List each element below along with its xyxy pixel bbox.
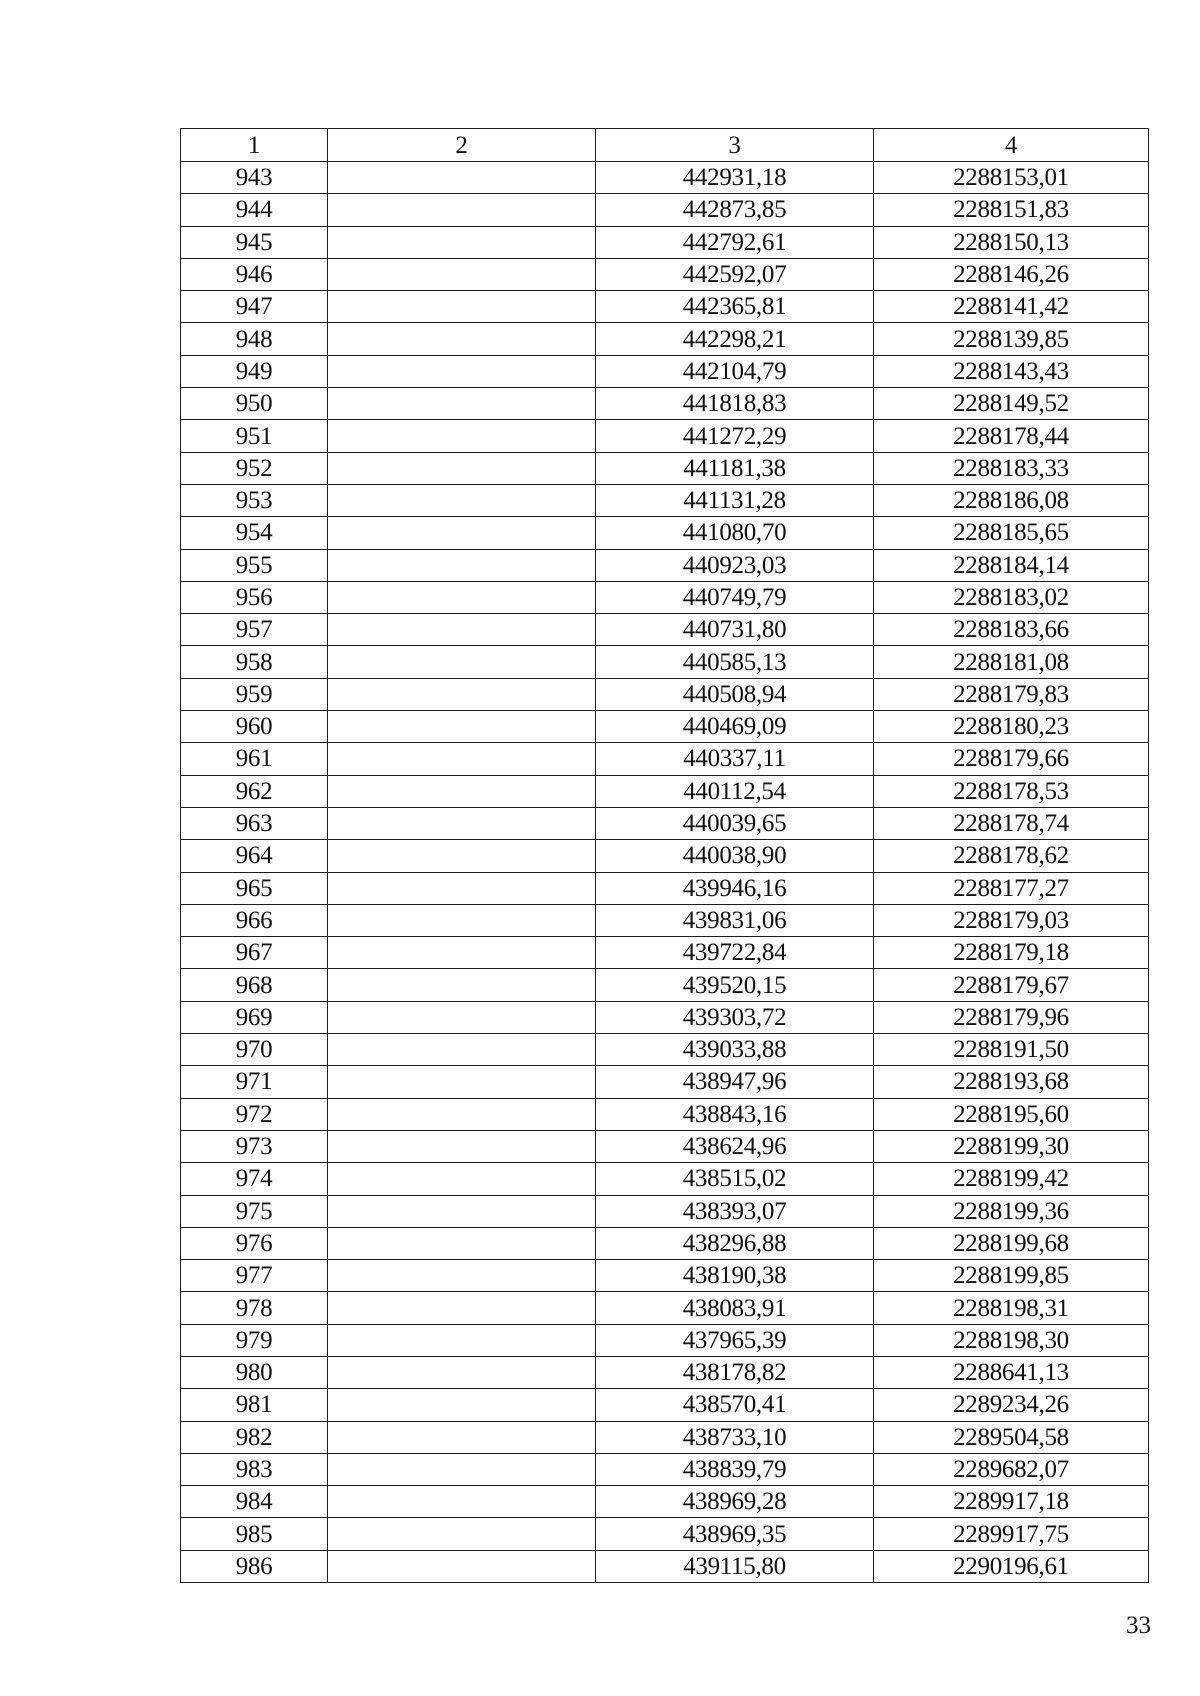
row-number-cell: 943 <box>181 162 328 194</box>
table-row <box>181 1195 1149 1227</box>
coordinate-x-cell: 439946,16 <box>596 872 874 904</box>
row-name-cell <box>328 1518 596 1550</box>
coordinate-y-cell: 2288199,30 <box>874 1130 1149 1162</box>
row-name-cell <box>328 969 596 1001</box>
coordinate-x-cell: 439303,72 <box>596 1001 874 1033</box>
coordinate-y-cell: 2288179,96 <box>874 1001 1149 1033</box>
row-name-cell <box>328 904 596 936</box>
row-number-cell: 967 <box>181 937 328 969</box>
coordinate-y-cell: 2288199,85 <box>874 1260 1149 1292</box>
coordinate-y-cell: 2288183,33 <box>874 452 1149 484</box>
table-row <box>181 1130 1149 1162</box>
row-name-cell <box>328 711 596 743</box>
coordinate-x-cell: 438190,38 <box>596 1260 874 1292</box>
row-name-cell <box>328 1486 596 1518</box>
coordinate-y-cell: 2289682,07 <box>874 1453 1149 1485</box>
table-row <box>181 1163 1149 1195</box>
coordinates-table <box>180 128 1149 1583</box>
row-number-cell: 976 <box>181 1227 328 1259</box>
row-number-cell: 952 <box>181 452 328 484</box>
row-number-cell: 973 <box>181 1130 328 1162</box>
coordinate-y-cell: 2288178,62 <box>874 840 1149 872</box>
table-row <box>181 420 1149 452</box>
header-row <box>181 129 1149 162</box>
row-number-cell: 978 <box>181 1292 328 1324</box>
coordinate-x-cell: 441080,70 <box>596 517 874 549</box>
table-body <box>181 162 1149 1583</box>
coordinate-y-cell: 2288139,85 <box>874 323 1149 355</box>
table-row <box>181 452 1149 484</box>
coordinate-y-cell: 2288177,27 <box>874 872 1149 904</box>
coordinate-y-cell: 2288143,43 <box>874 355 1149 387</box>
coordinate-y-cell: 2288199,42 <box>874 1163 1149 1195</box>
coordinate-y-cell: 2288181,08 <box>874 646 1149 678</box>
table-row <box>181 678 1149 710</box>
table-row <box>181 1098 1149 1130</box>
table-row <box>181 1356 1149 1388</box>
row-name-cell <box>328 614 596 646</box>
coordinate-y-cell: 2288198,30 <box>874 1324 1149 1356</box>
coordinate-x-cell: 441818,83 <box>596 388 874 420</box>
row-name-cell <box>328 1421 596 1453</box>
header-cell-col1: 1 <box>181 129 328 162</box>
row-name-cell <box>328 1130 596 1162</box>
row-number-cell: 986 <box>181 1550 328 1582</box>
table-row <box>181 807 1149 839</box>
coordinate-y-cell: 2288195,60 <box>874 1098 1149 1130</box>
row-name-cell <box>328 1356 596 1388</box>
coordinate-x-cell: 439722,84 <box>596 937 874 969</box>
row-number-cell: 972 <box>181 1098 328 1130</box>
coordinate-y-cell: 2288150,13 <box>874 226 1149 258</box>
row-number-cell: 953 <box>181 484 328 516</box>
coordinate-x-cell: 441181,38 <box>596 452 874 484</box>
table-row <box>181 1550 1149 1582</box>
coordinate-x-cell: 442592,07 <box>596 258 874 290</box>
row-number-cell: 971 <box>181 1066 328 1098</box>
row-name-cell <box>328 807 596 839</box>
coordinate-y-cell: 2288641,13 <box>874 1356 1149 1388</box>
coordinate-x-cell: 442365,81 <box>596 291 874 323</box>
row-name-cell <box>328 840 596 872</box>
coordinate-x-cell: 442298,21 <box>596 323 874 355</box>
row-name-cell <box>328 775 596 807</box>
row-name-cell <box>328 1227 596 1259</box>
coordinate-y-cell: 2288149,52 <box>874 388 1149 420</box>
coordinate-x-cell: 439520,15 <box>596 969 874 1001</box>
coordinate-x-cell: 438969,28 <box>596 1486 874 1518</box>
row-name-cell <box>328 1195 596 1227</box>
coordinate-y-cell: 2288180,23 <box>874 711 1149 743</box>
table-row <box>181 1227 1149 1259</box>
row-name-cell <box>328 646 596 678</box>
row-number-cell: 984 <box>181 1486 328 1518</box>
table-row <box>181 226 1149 258</box>
coordinate-x-cell: 440039,65 <box>596 807 874 839</box>
table-row <box>181 323 1149 355</box>
row-number-cell: 977 <box>181 1260 328 1292</box>
row-number-cell: 960 <box>181 711 328 743</box>
coordinate-y-cell: 2288141,42 <box>874 291 1149 323</box>
table-row <box>181 1518 1149 1550</box>
coordinate-x-cell: 438515,02 <box>596 1163 874 1195</box>
coordinate-y-cell: 2288183,02 <box>874 581 1149 613</box>
row-name-cell <box>328 1034 596 1066</box>
coordinate-x-cell: 438624,96 <box>596 1130 874 1162</box>
row-name-cell <box>328 1550 596 1582</box>
row-number-cell: 945 <box>181 226 328 258</box>
coordinate-x-cell: 439115,80 <box>596 1550 874 1582</box>
coordinate-y-cell: 2288179,66 <box>874 743 1149 775</box>
header-cell-col4: 4 <box>874 129 1149 162</box>
row-number-cell: 951 <box>181 420 328 452</box>
coordinate-y-cell: 2288193,68 <box>874 1066 1149 1098</box>
row-number-cell: 962 <box>181 775 328 807</box>
table-row <box>181 549 1149 581</box>
coordinate-x-cell: 440469,09 <box>596 711 874 743</box>
coordinate-y-cell: 2288185,65 <box>874 517 1149 549</box>
header-cell-col3: 3 <box>596 129 874 162</box>
coordinate-y-cell: 2288178,74 <box>874 807 1149 839</box>
row-name-cell <box>328 1292 596 1324</box>
coordinate-y-cell: 2288199,36 <box>874 1195 1149 1227</box>
coordinate-x-cell: 440508,94 <box>596 678 874 710</box>
row-number-cell: 950 <box>181 388 328 420</box>
table-row <box>181 581 1149 613</box>
row-number-cell: 961 <box>181 743 328 775</box>
row-name-cell <box>328 872 596 904</box>
table-row <box>181 711 1149 743</box>
coordinate-x-cell: 441131,28 <box>596 484 874 516</box>
coordinate-x-cell: 439831,06 <box>596 904 874 936</box>
coordinate-x-cell: 438843,16 <box>596 1098 874 1130</box>
coordinate-y-cell: 2289917,18 <box>874 1486 1149 1518</box>
table-row <box>181 1260 1149 1292</box>
coordinate-x-cell: 442792,61 <box>596 226 874 258</box>
table-row <box>181 969 1149 1001</box>
coordinate-y-cell: 2288184,14 <box>874 549 1149 581</box>
row-number-cell: 956 <box>181 581 328 613</box>
coordinate-y-cell: 2290196,61 <box>874 1550 1149 1582</box>
row-number-cell: 957 <box>181 614 328 646</box>
row-name-cell <box>328 678 596 710</box>
table-row <box>181 258 1149 290</box>
coordinate-y-cell: 2289917,75 <box>874 1518 1149 1550</box>
table-row <box>181 937 1149 969</box>
row-name-cell <box>328 355 596 387</box>
coordinate-y-cell: 2288178,44 <box>874 420 1149 452</box>
row-number-cell: 958 <box>181 646 328 678</box>
coordinate-x-cell: 440038,90 <box>596 840 874 872</box>
row-name-cell <box>328 452 596 484</box>
coordinate-x-cell: 442104,79 <box>596 355 874 387</box>
coordinate-y-cell: 2288153,01 <box>874 162 1149 194</box>
table-row <box>181 517 1149 549</box>
row-number-cell: 964 <box>181 840 328 872</box>
row-number-cell: 975 <box>181 1195 328 1227</box>
row-number-cell: 946 <box>181 258 328 290</box>
coordinate-x-cell: 438947,96 <box>596 1066 874 1098</box>
row-name-cell <box>328 1001 596 1033</box>
row-number-cell: 969 <box>181 1001 328 1033</box>
table-row <box>181 1034 1149 1066</box>
coordinate-x-cell: 438839,79 <box>596 1453 874 1485</box>
row-name-cell <box>328 1163 596 1195</box>
row-number-cell: 948 <box>181 323 328 355</box>
table-row <box>181 1324 1149 1356</box>
table-row <box>181 162 1149 194</box>
row-number-cell: 949 <box>181 355 328 387</box>
page-number: 33 <box>1126 1612 1151 1639</box>
row-number-cell: 959 <box>181 678 328 710</box>
row-number-cell: 965 <box>181 872 328 904</box>
row-number-cell: 985 <box>181 1518 328 1550</box>
table-row <box>181 1453 1149 1485</box>
coordinate-x-cell: 438296,88 <box>596 1227 874 1259</box>
row-number-cell: 981 <box>181 1389 328 1421</box>
row-number-cell: 955 <box>181 549 328 581</box>
coordinate-y-cell: 2288179,18 <box>874 937 1149 969</box>
row-name-cell <box>328 1066 596 1098</box>
coordinate-y-cell: 2288178,53 <box>874 775 1149 807</box>
row-name-cell <box>328 1324 596 1356</box>
table-header <box>181 129 1149 162</box>
coordinate-x-cell: 441272,29 <box>596 420 874 452</box>
row-name-cell <box>328 258 596 290</box>
row-number-cell: 983 <box>181 1453 328 1485</box>
table-row <box>181 840 1149 872</box>
table-row <box>181 291 1149 323</box>
coordinate-x-cell: 442931,18 <box>596 162 874 194</box>
coordinate-x-cell: 438393,07 <box>596 1195 874 1227</box>
coordinate-x-cell: 438083,91 <box>596 1292 874 1324</box>
table-row <box>181 484 1149 516</box>
coordinate-y-cell: 2288186,08 <box>874 484 1149 516</box>
table-row <box>181 1421 1149 1453</box>
coordinate-x-cell: 438570,41 <box>596 1389 874 1421</box>
table-row <box>181 904 1149 936</box>
row-name-cell <box>328 1389 596 1421</box>
row-name-cell <box>328 291 596 323</box>
coordinate-y-cell: 2288151,83 <box>874 194 1149 226</box>
row-name-cell <box>328 549 596 581</box>
coordinate-x-cell: 438178,82 <box>596 1356 874 1388</box>
coordinate-y-cell: 2289234,26 <box>874 1389 1149 1421</box>
coordinate-x-cell: 440731,80 <box>596 614 874 646</box>
table-row <box>181 1292 1149 1324</box>
coordinate-y-cell: 2288198,31 <box>874 1292 1149 1324</box>
coordinate-x-cell: 440337,11 <box>596 743 874 775</box>
coordinate-x-cell: 440585,13 <box>596 646 874 678</box>
row-name-cell <box>328 323 596 355</box>
row-number-cell: 968 <box>181 969 328 1001</box>
coordinate-x-cell: 439033,88 <box>596 1034 874 1066</box>
table-row <box>181 355 1149 387</box>
coordinate-x-cell: 440749,79 <box>596 581 874 613</box>
table-row <box>181 388 1149 420</box>
coordinate-y-cell: 2288179,83 <box>874 678 1149 710</box>
coordinate-x-cell: 438969,35 <box>596 1518 874 1550</box>
row-name-cell <box>328 388 596 420</box>
row-number-cell: 970 <box>181 1034 328 1066</box>
row-number-cell: 980 <box>181 1356 328 1388</box>
row-number-cell: 979 <box>181 1324 328 1356</box>
table-row <box>181 1389 1149 1421</box>
coordinate-y-cell: 2288179,03 <box>874 904 1149 936</box>
table-row <box>181 614 1149 646</box>
row-name-cell <box>328 1453 596 1485</box>
row-name-cell <box>328 420 596 452</box>
table-row <box>181 1001 1149 1033</box>
coordinate-x-cell: 438733,10 <box>596 1421 874 1453</box>
row-name-cell <box>328 162 596 194</box>
row-number-cell: 954 <box>181 517 328 549</box>
row-name-cell <box>328 484 596 516</box>
coordinate-x-cell: 442873,85 <box>596 194 874 226</box>
table-row <box>181 646 1149 678</box>
coordinate-y-cell: 2288183,66 <box>874 614 1149 646</box>
row-number-cell: 944 <box>181 194 328 226</box>
row-number-cell: 963 <box>181 807 328 839</box>
coordinate-y-cell: 2289504,58 <box>874 1421 1149 1453</box>
table-row <box>181 1066 1149 1098</box>
row-number-cell: 974 <box>181 1163 328 1195</box>
row-name-cell <box>328 581 596 613</box>
coordinate-x-cell: 437965,39 <box>596 1324 874 1356</box>
table-row <box>181 1486 1149 1518</box>
table-row <box>181 775 1149 807</box>
row-name-cell <box>328 1098 596 1130</box>
row-name-cell <box>328 226 596 258</box>
row-name-cell <box>328 937 596 969</box>
row-name-cell <box>328 194 596 226</box>
coordinate-y-cell: 2288191,50 <box>874 1034 1149 1066</box>
table-row <box>181 743 1149 775</box>
row-name-cell <box>328 1260 596 1292</box>
row-name-cell <box>328 743 596 775</box>
coordinate-y-cell: 2288146,26 <box>874 258 1149 290</box>
row-number-cell: 982 <box>181 1421 328 1453</box>
coordinate-x-cell: 440923,03 <box>596 549 874 581</box>
coordinate-x-cell: 440112,54 <box>596 775 874 807</box>
row-name-cell <box>328 517 596 549</box>
table-row <box>181 194 1149 226</box>
table-row <box>181 872 1149 904</box>
row-number-cell: 966 <box>181 904 328 936</box>
row-number-cell: 947 <box>181 291 328 323</box>
coordinate-y-cell: 2288179,67 <box>874 969 1149 1001</box>
header-cell-col2: 2 <box>328 129 596 162</box>
coordinate-y-cell: 2288199,68 <box>874 1227 1149 1259</box>
